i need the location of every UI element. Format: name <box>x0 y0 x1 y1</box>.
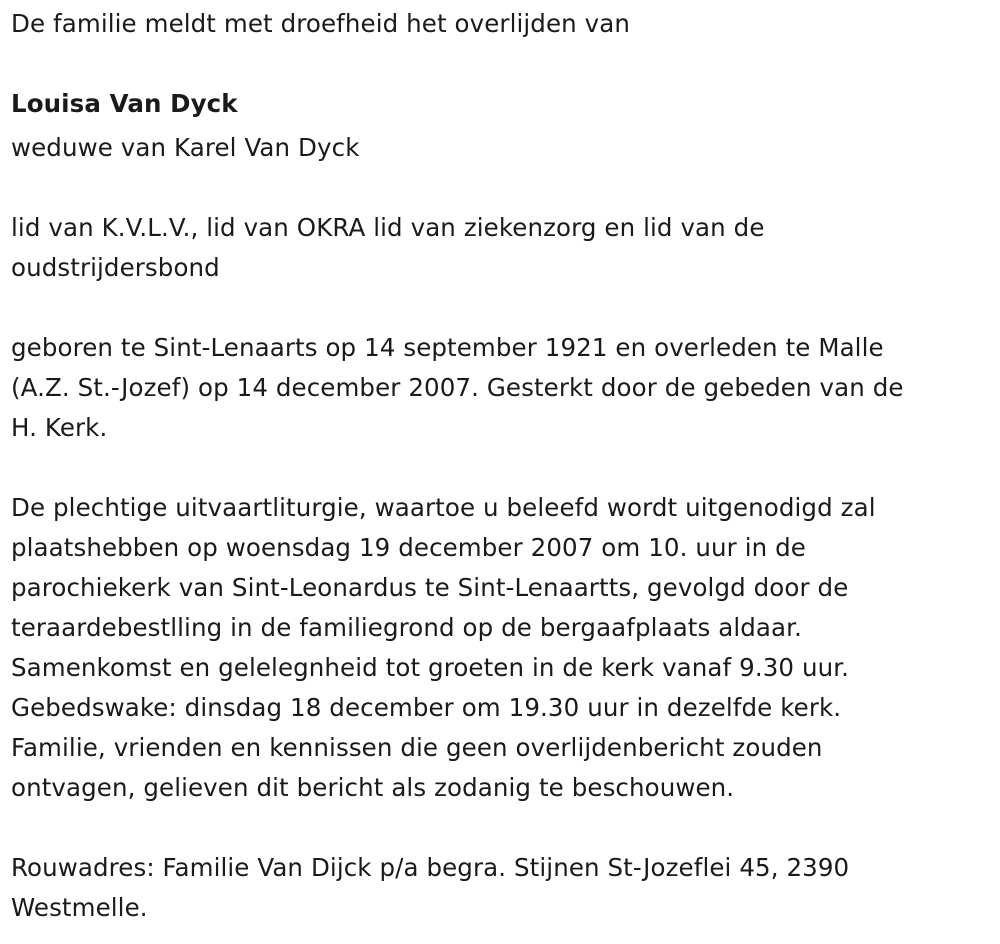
memberships-line: lid van K.V.L.V., lid van OKRA lid van ziekenzorg en lid van de <box>11 213 765 242</box>
deceased-name: Louisa Van Dyck <box>11 89 238 118</box>
birth-death-line: (A.Z. St.-Jozef) op 14 december 2007. Gesterkt door de gebeden van de <box>11 373 904 402</box>
death-notice <box>11 4 986 928</box>
address-line: Rouwadres: Familie Van Dijck p/a begra. Stijnen St-Jozeflei 45, 2390 <box>11 853 850 882</box>
address-line: Westmelle. <box>11 893 148 922</box>
memberships-line: oudstrijdersbond <box>11 253 220 282</box>
deceased-relation: weduwe van Karel Van Dyck <box>11 133 360 162</box>
ceremony-line: plaatshebben op woensdag 19 december 2007 om 10. uur in de <box>11 533 806 562</box>
birth-death-paragraph <box>11 328 986 448</box>
birth-death-line: geboren te Sint-Lenaarts op 14 september 1921 en overleden te Malle <box>11 333 884 362</box>
birth-death-line: H. Kerk. <box>11 413 108 442</box>
ceremony-line: ontvagen, gelieven dit bericht als zodanig te beschouwen. <box>11 773 735 802</box>
ceremony-line: Gebedswake: dinsdag 18 december om 19.30 uur in dezelfde kerk. <box>11 693 842 722</box>
ceremony-line: parochiekerk van Sint-Leonardus te Sint-Lenaartts, gevolgd door de <box>11 573 849 602</box>
ceremony-line: Familie, vrienden en kennissen die geen overlijdenbericht zouden <box>11 733 823 762</box>
address-paragraph <box>11 848 986 928</box>
ceremony-paragraph <box>11 488 986 808</box>
ceremony-line: Samenkomst en gelelegnheid tot groeten in de kerk vanaf 9.30 uur. <box>11 653 850 682</box>
intro-text: De familie meldt met droefheid het overlijden van <box>11 9 630 38</box>
ceremony-line: De plechtige uitvaartliturgie, waartoe u beleefd wordt uitgenodigd zal <box>11 493 876 522</box>
ceremony-line: teraardebestlling in de familiegrond op de bergaafplaats aldaar. <box>11 613 802 642</box>
memberships-paragraph <box>11 208 986 288</box>
